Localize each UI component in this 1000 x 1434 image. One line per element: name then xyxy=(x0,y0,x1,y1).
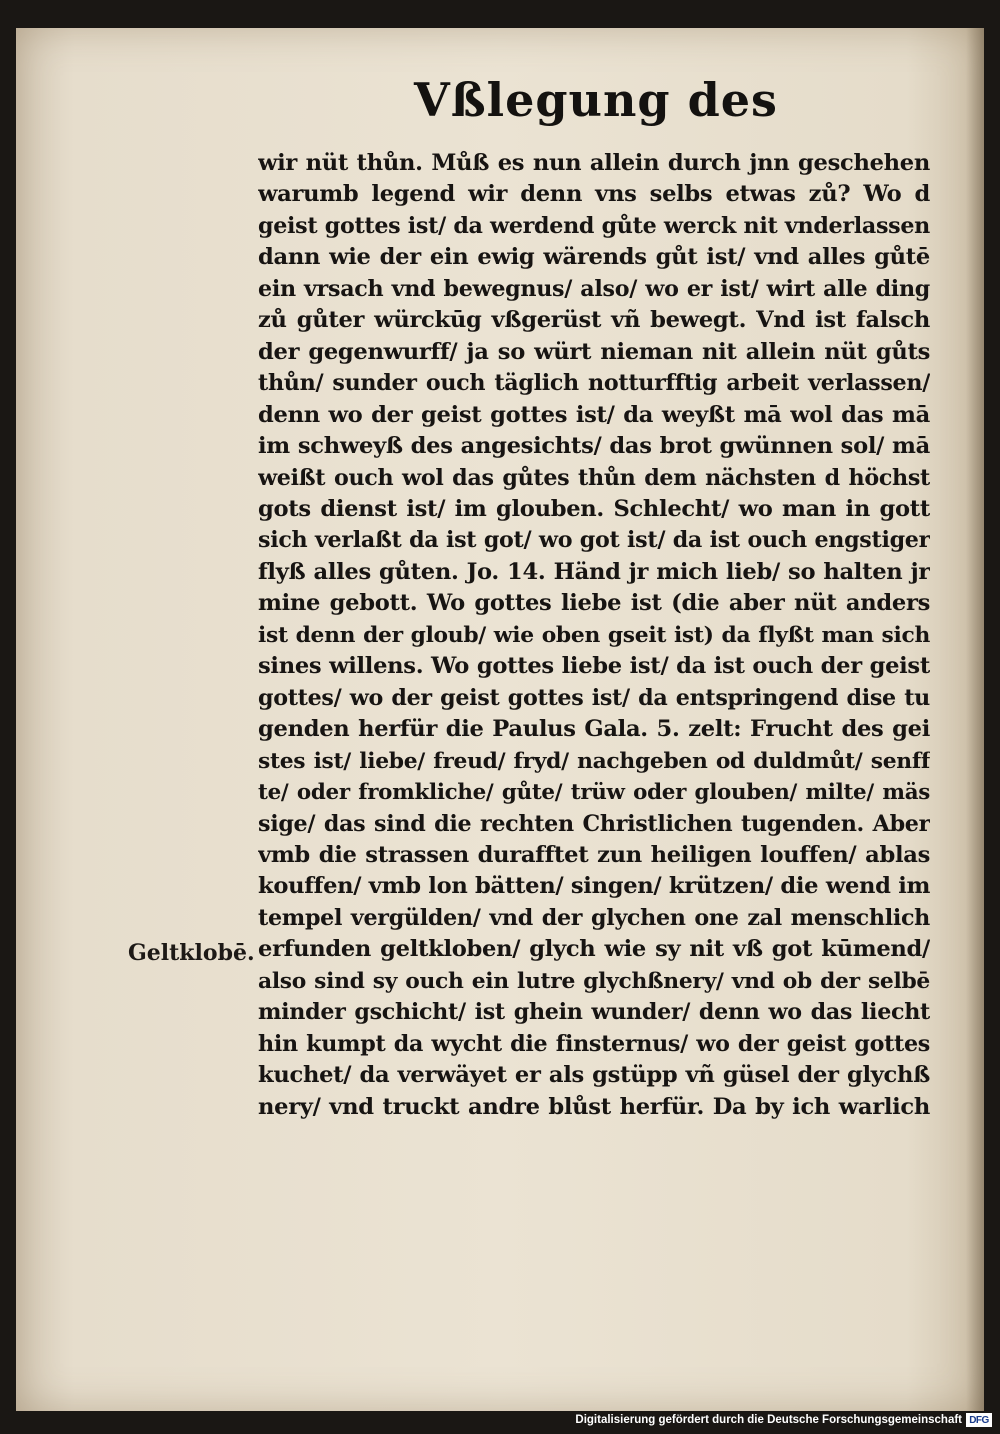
text-line: tempel vergülden/ vnd der glychen one zal menschlich xyxy=(258,904,930,931)
text-line: kouffen/ vmb lon bätten/ singen/ krützen/ die wend im xyxy=(258,873,930,900)
text-line: te/ oder fromkliche/ gůte/ trüw oder glouben/ milte/ mäs xyxy=(258,780,930,806)
text-line: denn wo der geist gottes ist/ da weyßt mā wol das mā xyxy=(258,401,930,428)
text-line: stes ist/ liebe/ freud/ fryd/ nachgeben od duldmůt/ senff xyxy=(258,748,930,774)
text-line: weißt ouch wol das gůtes thůn dem nächsten d höchst xyxy=(258,464,930,491)
text-line: sich verlaßt da ist got/ wo got ist/ da ist ouch engstiger xyxy=(258,527,930,554)
text-line: also sind sy ouch ein lutre glychßnery/ vnd ob der selbē xyxy=(258,968,930,994)
text-line: sines willens. Wo gottes liebe ist/ da ist ouch der geist xyxy=(258,653,930,680)
text-line: vmb die strassen durafftet zun heiligen louffen/ ablas xyxy=(258,841,930,868)
text-line: zů gůter würckūg vßgerüst vñ bewegt. Vnd ist falsch xyxy=(258,307,930,334)
body-text xyxy=(258,148,930,1123)
dfg-logo: DFG xyxy=(966,1413,992,1427)
text-line: geist gottes ist/ da werdend gůte werck nit vnderlassen xyxy=(258,212,930,239)
funding-credit-text: Digitalisierung gefördert durch die Deutsche Forschungsgemeinschaft xyxy=(575,1414,962,1426)
text-line: hin kumpt da wycht die finsternus/ wo der geist gottes xyxy=(258,1030,930,1057)
text-line: thůn/ sunder ouch täglich notturfftig arbeit verlassen/ xyxy=(258,370,930,397)
text-line: warumb legend wir denn vns selbs etwas zů? Wo d xyxy=(258,181,930,208)
text-line: dann wie der ein ewig wärends gůt ist/ vnd alles gůtē xyxy=(258,244,930,271)
text-line: flyß alles gůten. Jo. 14. Händ jr mich lieb/ so halten jr xyxy=(258,558,930,585)
text-line: sige/ das sind die rechten Christlichen tugenden. Aber xyxy=(258,810,930,837)
text-line: ist denn der gloub/ wie oben gseit ist) da flyßt man sich xyxy=(258,622,930,648)
footer-credit xyxy=(575,1410,992,1430)
text-line: gots dienst ist/ im glouben. Schlecht/ wo man in gott xyxy=(258,495,930,522)
text-line: gottes/ wo der geist gottes ist/ da entspringend dise tu xyxy=(258,684,930,711)
text-line: mine gebott. Wo gottes liebe ist (die aber nüt anders xyxy=(258,590,930,617)
margin-note: Geltklobē. xyxy=(128,940,255,966)
text-line: genden herfür die Paulus Gala. 5. zelt: Frucht des gei xyxy=(258,716,930,743)
text-line: nery/ vnd truckt andre blůst herfür. Da by ich warlich xyxy=(258,1093,930,1120)
text-line: wir nüt thůn. Můß es nun allein durch jnn geschehen xyxy=(258,150,930,176)
page-heading: Vßlegung des xyxy=(414,73,778,127)
text-line: minder gschicht/ ist ghein wunder/ denn wo das liecht xyxy=(258,999,930,1026)
page-edge-shadow xyxy=(966,28,984,1411)
text-line: erfunden geltkloben/ glych wie sy nit vß got kūmend/ xyxy=(258,936,930,963)
text-line: im schweyß des angesichts/ das brot gwünnen sol/ mā xyxy=(258,433,930,460)
text-line: kuchet/ da verwäyet er als gstüpp vñ güsel der glychß xyxy=(258,1062,930,1089)
text-line: ein vrsach vnd bewegnus/ also/ wo er ist/ wirt alle ding xyxy=(258,275,930,302)
text-line: der gegenwurff/ ja so würt nieman nit allein nüt gůts xyxy=(258,338,930,365)
